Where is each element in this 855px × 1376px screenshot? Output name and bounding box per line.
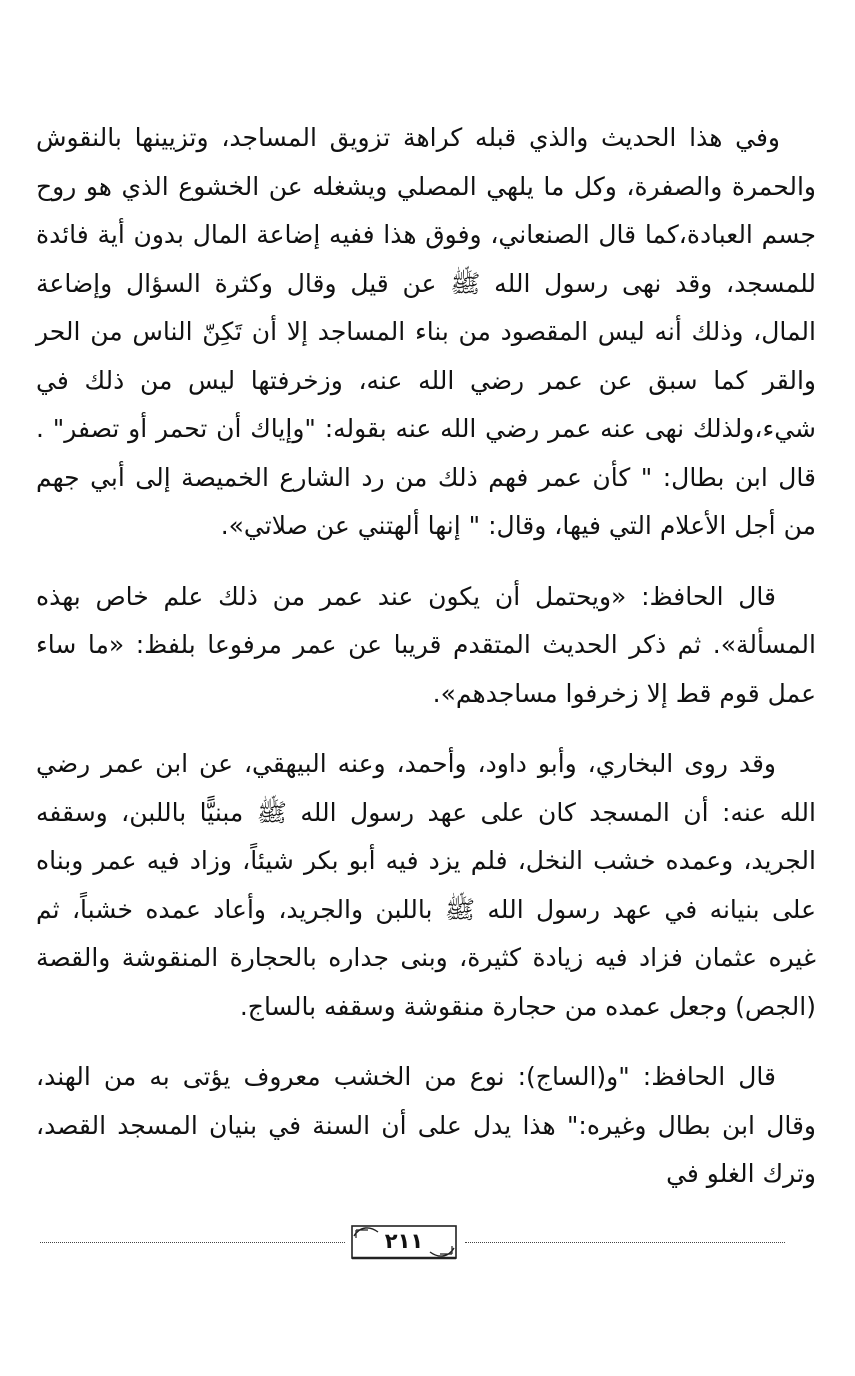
- page-number-frame: [348, 1222, 460, 1262]
- footer-dotted-rule-left: [40, 1242, 345, 1243]
- footer-dotted-rule-right: [465, 1242, 785, 1243]
- page-footer: [40, 1222, 785, 1262]
- paragraph-3: وقد روى البخاري، وأبو داود، وأحمد، وعنه البيهقي، عن ابن عمر رضي الله عنه: أن المسجد كان على عهد رسول الله ﷺ مبنيًّا باللبن، وسقفه الجريد، وعمده خشب النخل، فلم يزد فيه أبو بكر شيئاً، وزاد فيه عمر وبناه على بنيانه في عهد رسول الله ﷺ باللبن والجريد، وأعاد عمده خشباً، ثم غيره عثمان فزاد فيه زيادة كثيرة، وبنى جداره بالحجارة المنقوشة والقصة (الجص) وجعل عمده من حجارة منقوشة وسقفه بالساج.: [36, 749, 816, 1021]
- paragraph-2: قال الحافظ: «ويحتمل أن يكون عند عمر من ذلك علم خاص بهذه المسألة». ثم ذكر الحديث المتقدم قريبا عن عمر مرفوعا بلفظ: «ما ساء عمل قوم قط إلا زخرفوا مساجدهم».: [36, 581, 816, 708]
- page-body: [36, 114, 816, 1221]
- page-number: ٢١١: [384, 1229, 424, 1253]
- paragraph-1: وفي هذا الحديث والذي قبله كراهة تزويق المساجد، وتزيينها بالنقوش والحمرة والصفرة، وكل ما يلهي المصلي ويشغله عن الخشوع الذي هو روح جسم العبادة،كما قال الصنعاني، وفوق هذا ففيه إضاعة المال بدون أية فائدة للمسجد، وقد نهى رسول الله ﷺ عن قيل وقال وكثرة السؤال وإضاعة المال، وذلك أنه ليس المقصود من بناء المساجد إلا أن تَكِنّ الناس من الحر والقر كما سبق عن عمر رضي الله عنه، وزخرفتها ليس من ذلك في شيء،ولذلك نهى عنه عمر رضي الله عنه بقوله: "وإياك أن تحمر أو تصفر" . قال ابن بطال: " كأن عمر فهم ذلك من رد الشارع الخميصة إلى أبي جهم من أجل الأعلام التي فيها، وقال: " إنها ألهتني عن صلاتي».: [36, 123, 816, 540]
- paragraph-4: قال الحافظ: "و(الساج): نوع من الخشب معروف يؤتى به من الهند، وقال ابن بطال وغيره:" هذا يدل على أن السنة في بنيان المسجد القصد، وترك الغلو في: [36, 1062, 816, 1188]
